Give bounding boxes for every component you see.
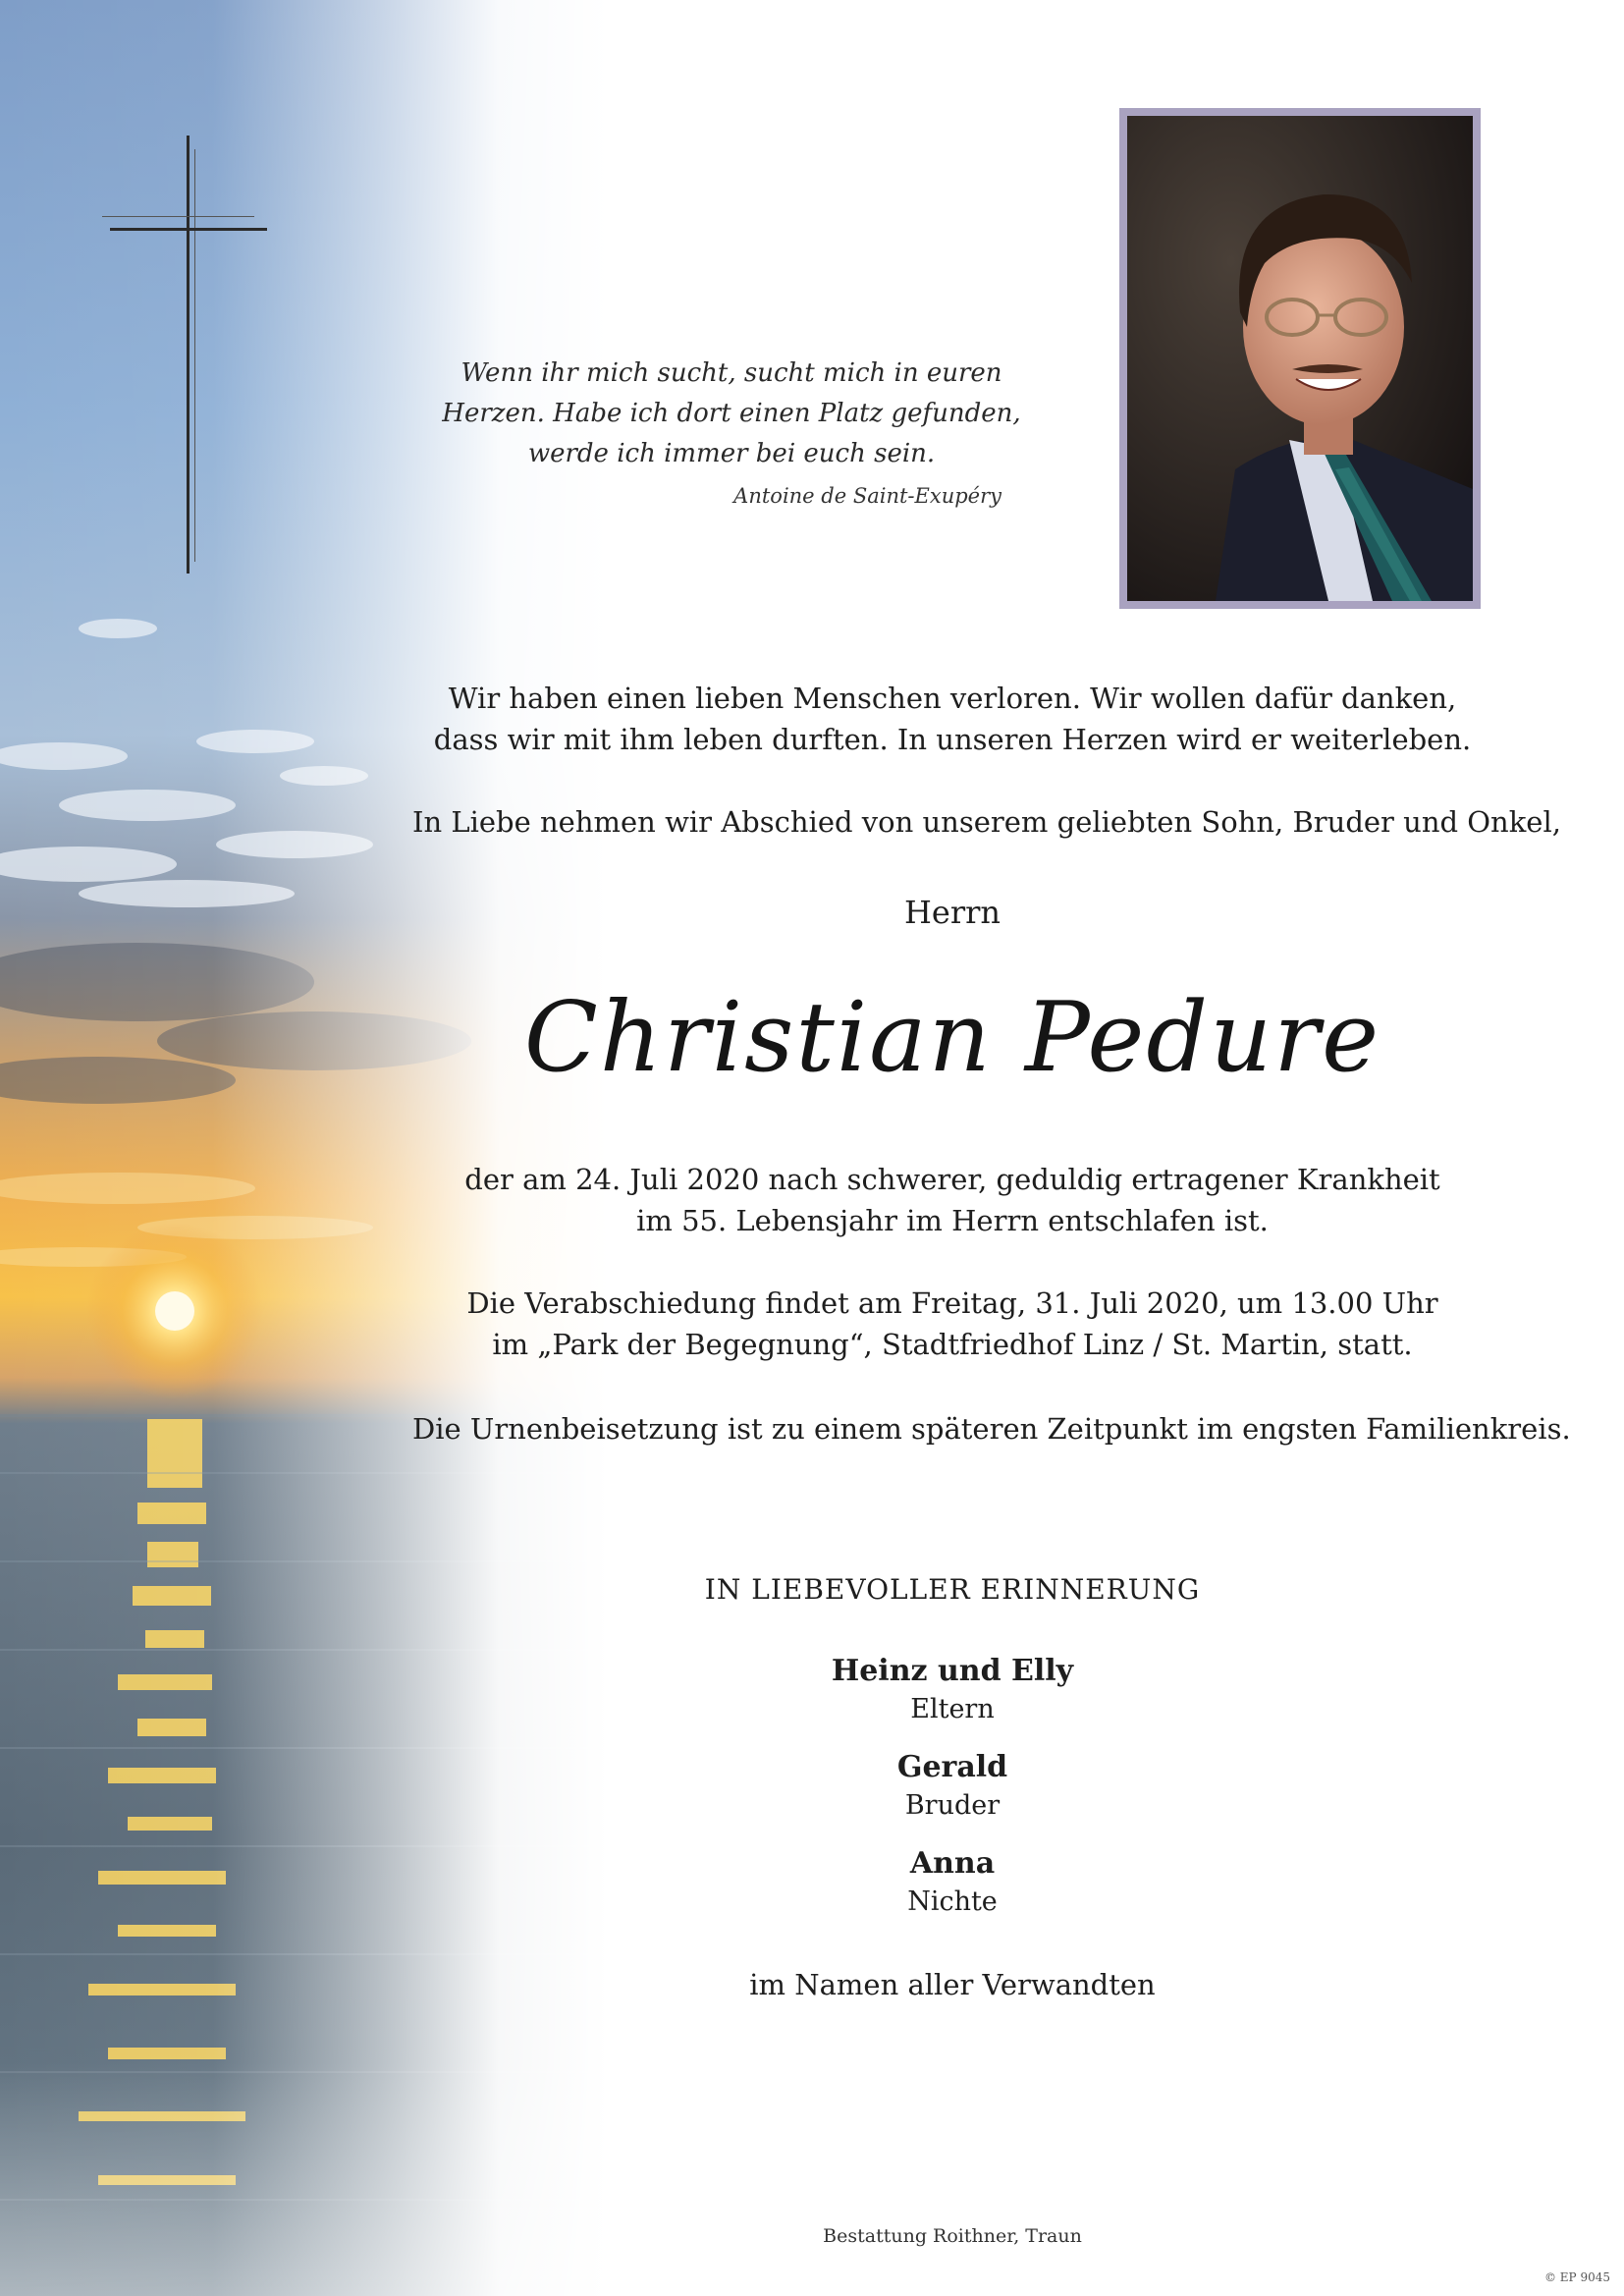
quote-line: werde ich immer bei euch sein. [527, 439, 936, 468]
mourner-relation: Nichte [907, 1886, 998, 1917]
copyright-code: © EP 9045 [1543, 2270, 1610, 2284]
closing-line: im Namen aller Verwandten [749, 1968, 1156, 2001]
mourner-entry [412, 1844, 1492, 1921]
deceased-name: Christian Pedure [523, 982, 1381, 1094]
quote-author: Antoine de Saint-Exupéry [733, 484, 1001, 508]
quote-block [412, 354, 1051, 474]
mourner-relation: Eltern [910, 1694, 995, 1724]
signoff-heading: IN LIEBEVOLLER ERINNERUNG [704, 1573, 1201, 1606]
mourner-entry [412, 1652, 1492, 1728]
death-notice-line: der am 24. Juli 2020 nach schwerer, geduldig ertragener Krankheit [464, 1163, 1440, 1196]
sunset-sea-image [0, 0, 609, 2296]
ceremony-line: Die Verabschiedung findet am Freitag, 31. Juli 2020, um 13.00 Uhr [466, 1286, 1438, 1320]
intro-line: Wir haben einen lieben Menschen verloren. Wir wollen dafür danken, [448, 682, 1457, 715]
death-notice-line: im 55. Lebensjahr im Herrn entschlafen ist. [636, 1204, 1269, 1237]
mourner-name: Anna [909, 1846, 996, 1881]
mourner-relation: Bruder [904, 1790, 1001, 1821]
ceremony-line: im „Park der Begegnung“, Stadtfriedhof Linz / St. Martin, statt. [492, 1328, 1413, 1361]
mourner-name: Gerald [896, 1750, 1008, 1784]
quote-line: Wenn ihr mich sucht, sucht mich in euren [460, 358, 1002, 388]
mourner-entry [412, 1748, 1492, 1825]
salutation: Herrn [903, 894, 1001, 931]
cross-icon [100, 136, 277, 574]
portrait-photo [1119, 108, 1481, 609]
burial-line: Die Urnenbeisetzung ist zu einem späteren Zeitpunkt im engsten Familienkreis. [412, 1412, 1571, 1446]
mourner-name: Heinz und Elly [831, 1654, 1074, 1688]
undertaker-credit: Bestattung Roithner, Traun [823, 2225, 1082, 2247]
intro-line: dass wir mit ihm leben durften. In unseren Herzen wird er weiterleben. [433, 723, 1472, 756]
intro-line: In Liebe nehmen wir Abschied von unserem geliebten Sohn, Bruder und Onkel, [412, 805, 1561, 839]
quote-line: Herzen. Habe ich dort einen Platz gefunden, [442, 399, 1021, 428]
